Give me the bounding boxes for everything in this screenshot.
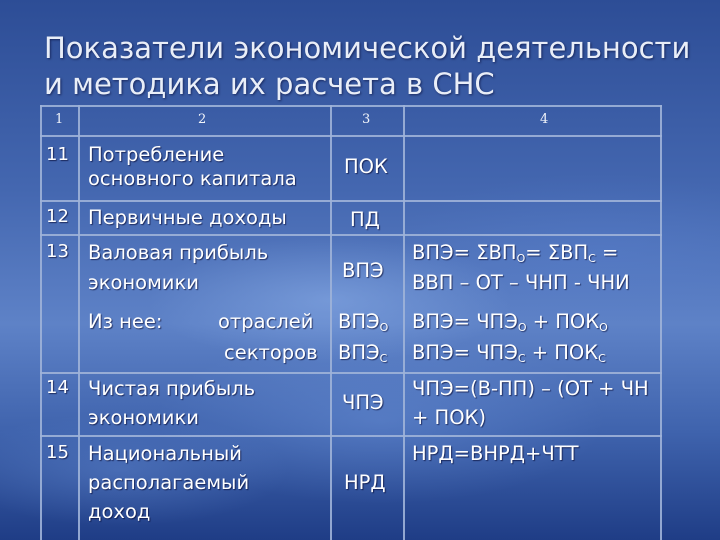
formula: [412, 341, 606, 365]
indicator-name: экономики: [88, 406, 199, 429]
formula-text: =: [595, 241, 619, 264]
indicator-abbr: ВПЭ: [342, 259, 384, 282]
row-number: 11: [46, 144, 69, 165]
subrow-label: секторов: [224, 341, 318, 364]
formula: ВВП – ОТ – ЧНП - ЧНИ: [412, 271, 630, 294]
header-col-4: 4: [540, 112, 549, 127]
table-border-top: [40, 105, 662, 107]
header-col-3: 3: [362, 112, 371, 127]
formula-text: ВПЭ= ЧПЭ: [412, 341, 518, 364]
indicator-abbr: [338, 310, 388, 334]
indicator-abbr: НРД: [344, 471, 386, 494]
indicator-abbr: ПД: [350, 208, 380, 231]
table-header-divider: [40, 135, 662, 137]
indicator-name: доход: [88, 500, 151, 523]
formula-text: + ПОК: [526, 310, 600, 333]
subrow-label: отраслей: [218, 310, 314, 333]
indicator-name: Национальный: [88, 442, 242, 465]
formula-text: ВПЭ= ΣВП: [412, 241, 517, 264]
indicator-name: экономики: [88, 271, 199, 294]
row-number: 13: [46, 241, 69, 262]
table-col-divider: [78, 105, 80, 540]
indicator-name: Чистая прибыль: [88, 377, 256, 400]
formula: [412, 241, 618, 265]
formula: + ПОК): [412, 406, 487, 429]
table-border-left: [40, 105, 42, 540]
formula-text: + ПОК: [525, 341, 599, 364]
formula: НРД=ВНРД+ЧТТ: [412, 442, 579, 465]
indicator-abbr: ЧПЭ: [342, 391, 384, 414]
formula-subscript: С: [598, 352, 606, 365]
header-col-2: 2: [198, 112, 207, 127]
header-col-1: 1: [55, 112, 64, 127]
formula: ЧПЭ=(В-ПП) – (ОТ + ЧН: [412, 377, 649, 400]
formula-subscript: С: [588, 252, 596, 265]
indicator-name: Потребление: [88, 143, 225, 166]
indicator-name: располагаемый: [88, 471, 250, 494]
indicator-abbr: [338, 341, 387, 365]
formula-text: ВПЭ= ЧПЭ: [412, 310, 518, 333]
abbr-text: ВПЭ: [338, 341, 380, 364]
abbr-subscript: О: [379, 321, 389, 334]
table-col-divider: [403, 105, 405, 540]
indicator-abbr: ПОК: [344, 155, 388, 178]
formula-text: = ΣВП: [525, 241, 589, 264]
table-row-divider: [40, 200, 662, 202]
subrow-label: Из нее:: [88, 310, 163, 333]
indicator-name: основного капитала: [88, 167, 297, 190]
abbr-text: ВПЭ: [338, 310, 380, 333]
abbr-subscript: С: [379, 352, 388, 365]
table-row-divider: [40, 234, 662, 236]
title-line-2: и методика их расчета в СНС: [44, 67, 495, 101]
formula-subscript: О: [517, 321, 527, 334]
table-border-right: [660, 105, 662, 540]
row-number: 12: [46, 206, 69, 227]
indicator-name: Валовая прибыль: [88, 241, 269, 264]
formula-subscript: О: [516, 252, 526, 265]
row-number: 14: [46, 377, 69, 398]
formula-subscript: С: [517, 352, 526, 365]
title-line-1: Показатели экономической деятельности: [44, 31, 691, 65]
indicator-name: Первичные доходы: [88, 206, 287, 229]
formula-subscript: О: [599, 321, 608, 334]
table-row-divider: [40, 372, 662, 374]
row-number: 15: [46, 442, 69, 463]
formula: [412, 310, 608, 334]
table-col-divider: [330, 105, 332, 540]
table-row-divider: [40, 435, 662, 437]
